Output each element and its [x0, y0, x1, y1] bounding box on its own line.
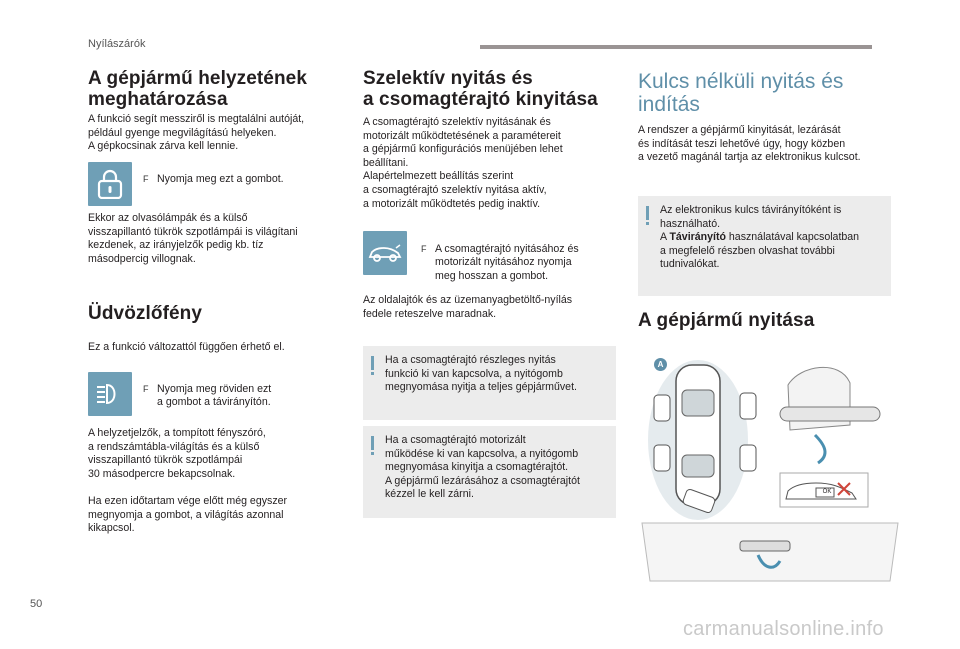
- car-icon: [368, 243, 402, 263]
- step-press-remote: [143, 369, 271, 410]
- intro-locate: A funkció segít messziről is megtalálni autóját, például gyenge megvilágítású helyeken. A gépkocsinak zárva kell lennie.: [88, 113, 305, 153]
- step-marker-icon: F: [143, 173, 149, 184]
- note1-text: Ha a csomagtérajtó részleges nyitás funkció ki van kapcsolva, a nyitógomb megnyomása nyitja a teljes gépjárművet.: [385, 354, 577, 394]
- note-remote: [638, 196, 891, 296]
- step-press-button: [143, 159, 284, 186]
- trunk-button-icon-box: [363, 231, 407, 275]
- intro-keyless: A rendszer a gépjármű kinyitását, lezárását és indítását teszi lehetővé úgy, hogy közben a vezető magánál tartja az elektronikus kulcsot.: [638, 124, 861, 164]
- ok-label: OK: [822, 489, 832, 495]
- body-locate: Ekkor az olvasólámpák és a külső visszapillantó tükrök szpotlámpái is világítani kezdenek, az irányjelzők pedig kb. tíz másodpercig villognak.: [88, 212, 298, 265]
- step-trunk-text: A csomagtérajtó nyitásához és motorizált nyitásához nyomja meg hosszan a gombot.: [435, 242, 579, 282]
- note-marker-icon: [371, 436, 374, 450]
- body-doors-locked: Az oldalajtók és az üzemanyagbetöltő-nyílás fedele reteszelve maradnak.: [363, 294, 573, 320]
- section-label: Nyílászárók: [88, 38, 146, 50]
- intro-welcome: Ez a funkció változattól függően érhető el.: [88, 341, 285, 353]
- intro-selective: A csomagtérajtó szelektív nyitásának és motorizált működtetésének a paramétereit a gépjármű konfigurációs menüjében lehet beállítani. Alapértelmezett beállítás szerint a csomagtérajtó szelektív nyitása aktív, a motorizált működtetés pedig inaktív.: [363, 116, 563, 210]
- body-welcome-off: Ha ezen időtartam vége előtt még egyszer megnyomja a gombot, a világítás azonnal kikapcsol.: [88, 495, 288, 535]
- header-bar: [480, 45, 872, 49]
- lock-icon: [97, 169, 123, 199]
- title-keyless: Kulcs nélküli nyitás és indítás: [638, 70, 844, 116]
- step-marker-icon: F: [421, 243, 427, 254]
- note-marker-icon: [371, 356, 374, 370]
- step-trunk-open: [421, 229, 579, 283]
- car-keyless-illustration: [640, 345, 900, 585]
- headlight-button-icon-box: [88, 372, 132, 416]
- step1-text: Nyomja meg ezt a gombot.: [157, 172, 284, 185]
- title-vehicle-opening: A gépjármű nyitása: [638, 310, 815, 331]
- body-welcome: A helyzetjelzők, a tompított fényszóró, a rendszámtábla-világítás és a külső visszapillantó tükrök szpotlámpái 30 másodpercre bekapcsolnak.: [88, 427, 266, 480]
- step-marker-icon: F: [143, 383, 149, 394]
- illustration-keyless-opening: [640, 345, 900, 585]
- lock-button-icon-box: [88, 162, 132, 206]
- note2-text: Ha a csomagtérajtó motorizált működése ki van kapcsolva, a nyitógomb megnyomása kinyitja a csomagtérajtót. A gépjármű lezárásához a csomagtérajtót kézzel le kell zárni.: [385, 434, 580, 501]
- page-number: 50: [30, 598, 43, 610]
- note-marker-icon: [646, 206, 649, 220]
- watermark: carmanualsonline.info: [683, 618, 884, 640]
- note-partial-opening: [363, 346, 616, 420]
- note-remote-text: Az elektronikus kulcs távirányítóként is használható. A Távirányító használatával kapcsolatban a megfelelő részben olvashat további tudnivalókat.: [660, 204, 860, 271]
- headlight-icon: [95, 382, 125, 406]
- note-motorized: [363, 426, 616, 518]
- step2-text: Nyomja meg röviden ezt a gombot a távirányítón.: [157, 382, 272, 409]
- title-selective-opening: Szelektív nyitás és a csomagtérajtó kinyitása: [363, 68, 598, 110]
- title-locate-vehicle: A gépjármű helyzetének meghatározása: [88, 68, 308, 110]
- title-welcome-light: Üdvözlőfény: [88, 303, 203, 324]
- illustration-badge-a: A: [654, 358, 667, 371]
